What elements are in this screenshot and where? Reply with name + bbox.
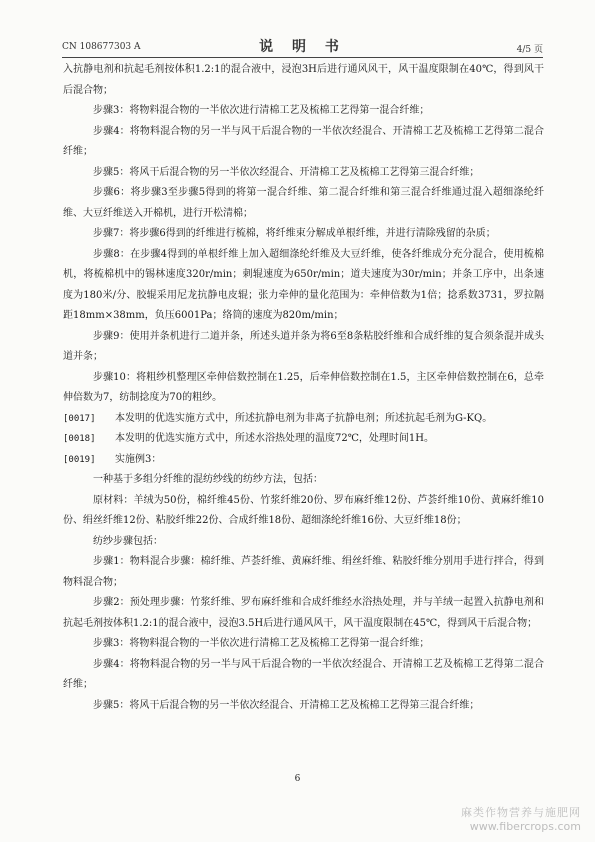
body-paragraph: 一种基于多组分纤维的混纺纱线的纺纱方法，包括： [93,474,323,485]
body-paragraph: 步骤4：将物料混合物的另一半与风干后混合物的一半依次经混合、开清棉工艺及梳棉工艺得第二混合纤维； [63,658,544,690]
page-number: 6 [294,774,301,784]
document-title: 说 明 书 [259,39,346,55]
paragraph-text: 本发明的优选实施方式中，所述水浴热处理的温度72℃，处理时间1H。 [115,433,434,444]
body-paragraph: 步骤6：将步骤3至步骤5得到的将第一混合纤维、第二混合纤维和第三混合纤维通过混入超细涤纶纤维、大豆纤维送入开棉机，进行开松清棉； [63,187,544,219]
page-fraction: 4/5 页 [516,45,543,55]
paragraph-number: [0019] [63,454,96,465]
header-rule [62,57,543,58]
body-paragraph: 入抗静电剂和抗起毛剂按体积1.2:1的混合液中，浸泡3H后进行通风风干，风干温度限制在40℃，得到风干后混合物； [63,64,544,96]
paragraph-number: [0018] [63,434,96,444]
body-paragraph: 步骤10：将粗纱机整理区牵伸倍数控制在1.25，后牵伸倍数控制在1.5，主区牵伸倍数控制在6，总牵伸倍数为7，纺制捻度为70的粗纱。 [63,371,544,403]
body-paragraph: 步骤7：将步骤6得到的纤维进行梳棉，将纤维束分解成单根纤维，并进行清除残留的杂质； [93,228,496,239]
body-paragraph: 步骤3：将物料混合物的一半依次进行清棉工艺及梳棉工艺得第一混合纤维； [93,105,430,116]
body-paragraph: 步骤5：将风干后混合物的另一半依次经混合、开清棉工艺及梳棉工艺得第三混合纤维； [93,699,480,711]
body-paragraph: 步骤1：物料混合步骤：棉纤维、芦荟纤维、黄麻纤维、绢丝纤维、粘胶纤维分别用手进行拌合，得到物料混合物； [63,556,544,588]
document-body [63,60,544,716]
body-paragraph: 步骤9：使用并条机进行二道并条，所述头道并条为将6至8条粘胶纤维和合成纤维的复合须条混并成头道并条； [63,330,544,362]
watermark-url: www.fibercrops.com [469,820,581,833]
body-paragraph: 纺纱步骤包括： [93,535,163,547]
tagged-paragraph [63,409,544,430]
tagged-paragraph [63,450,544,471]
page-header [62,35,543,55]
body-paragraph: 步骤5：将风干后混合物的另一半依次经混合、开清棉工艺及梳棉工艺得第三混合纤维； [93,166,480,178]
body-paragraph: 步骤8：在步骤4得到的单根纤维上加入超细涤纶纤维及大豆纤维，使各纤维成分充分混合，使用梳棉机，将梳棉机中的锡林速度320r/min；刺辊速度为650r/min；道夫速度为30r/min；并条工序中，出条速度为180米/分、胶辊采用尼龙抗静电皮辊；张力牵伸的量化范围为：牵伸倍数为1倍；捻系数3731，罗拉隔距18mm×38mm，负压6001Pa；络筒的速度为820m/min； [63,248,544,321]
body-paragraph: 步骤2：预处理步骤：竹浆纤维、罗布麻纤维和合成纤维经水浴热处理，并与羊绒一起置入抗静电剂和抗起毛剂按体积1.2:1的混合液中，浸泡3.5H后进行通风风干，风干温度限制在45℃，得到风干后混合物； [63,597,544,629]
body-paragraph: 原材料：羊绒为50份，棉纤维45份、竹浆纤维20份、罗布麻纤维12份、芦荟纤维10份、黄麻纤维10份、绢丝纤维12份、粘胶纤维22份、合成纤维18份、超细涤纶纤维16份、大豆纤维18份； [63,494,544,526]
body-paragraph: 步骤3：将物料混合物的一半依次进行清棉工艺及梳棉工艺得第一混合纤维； [93,638,430,649]
watermark-site-name: 麻类作物营养与施肥网 [461,806,581,819]
tagged-paragraph [63,429,544,450]
paragraph-text: 实施例3： [115,453,162,465]
body-paragraph: 步骤4：将物料混合物的另一半与风干后混合物的一半依次经混合、开清棉工艺及梳棉工艺得第二混合纤维； [63,125,544,157]
paragraph-number: [0017] [63,413,96,424]
paragraph-text: 本发明的优选实施方式中，所述抗静电剂为非离子抗静电剂；所述抗起毛剂为G-KQ。 [115,412,493,424]
site-watermark [461,806,581,834]
document-number: CN 108677303 A [62,42,141,52]
